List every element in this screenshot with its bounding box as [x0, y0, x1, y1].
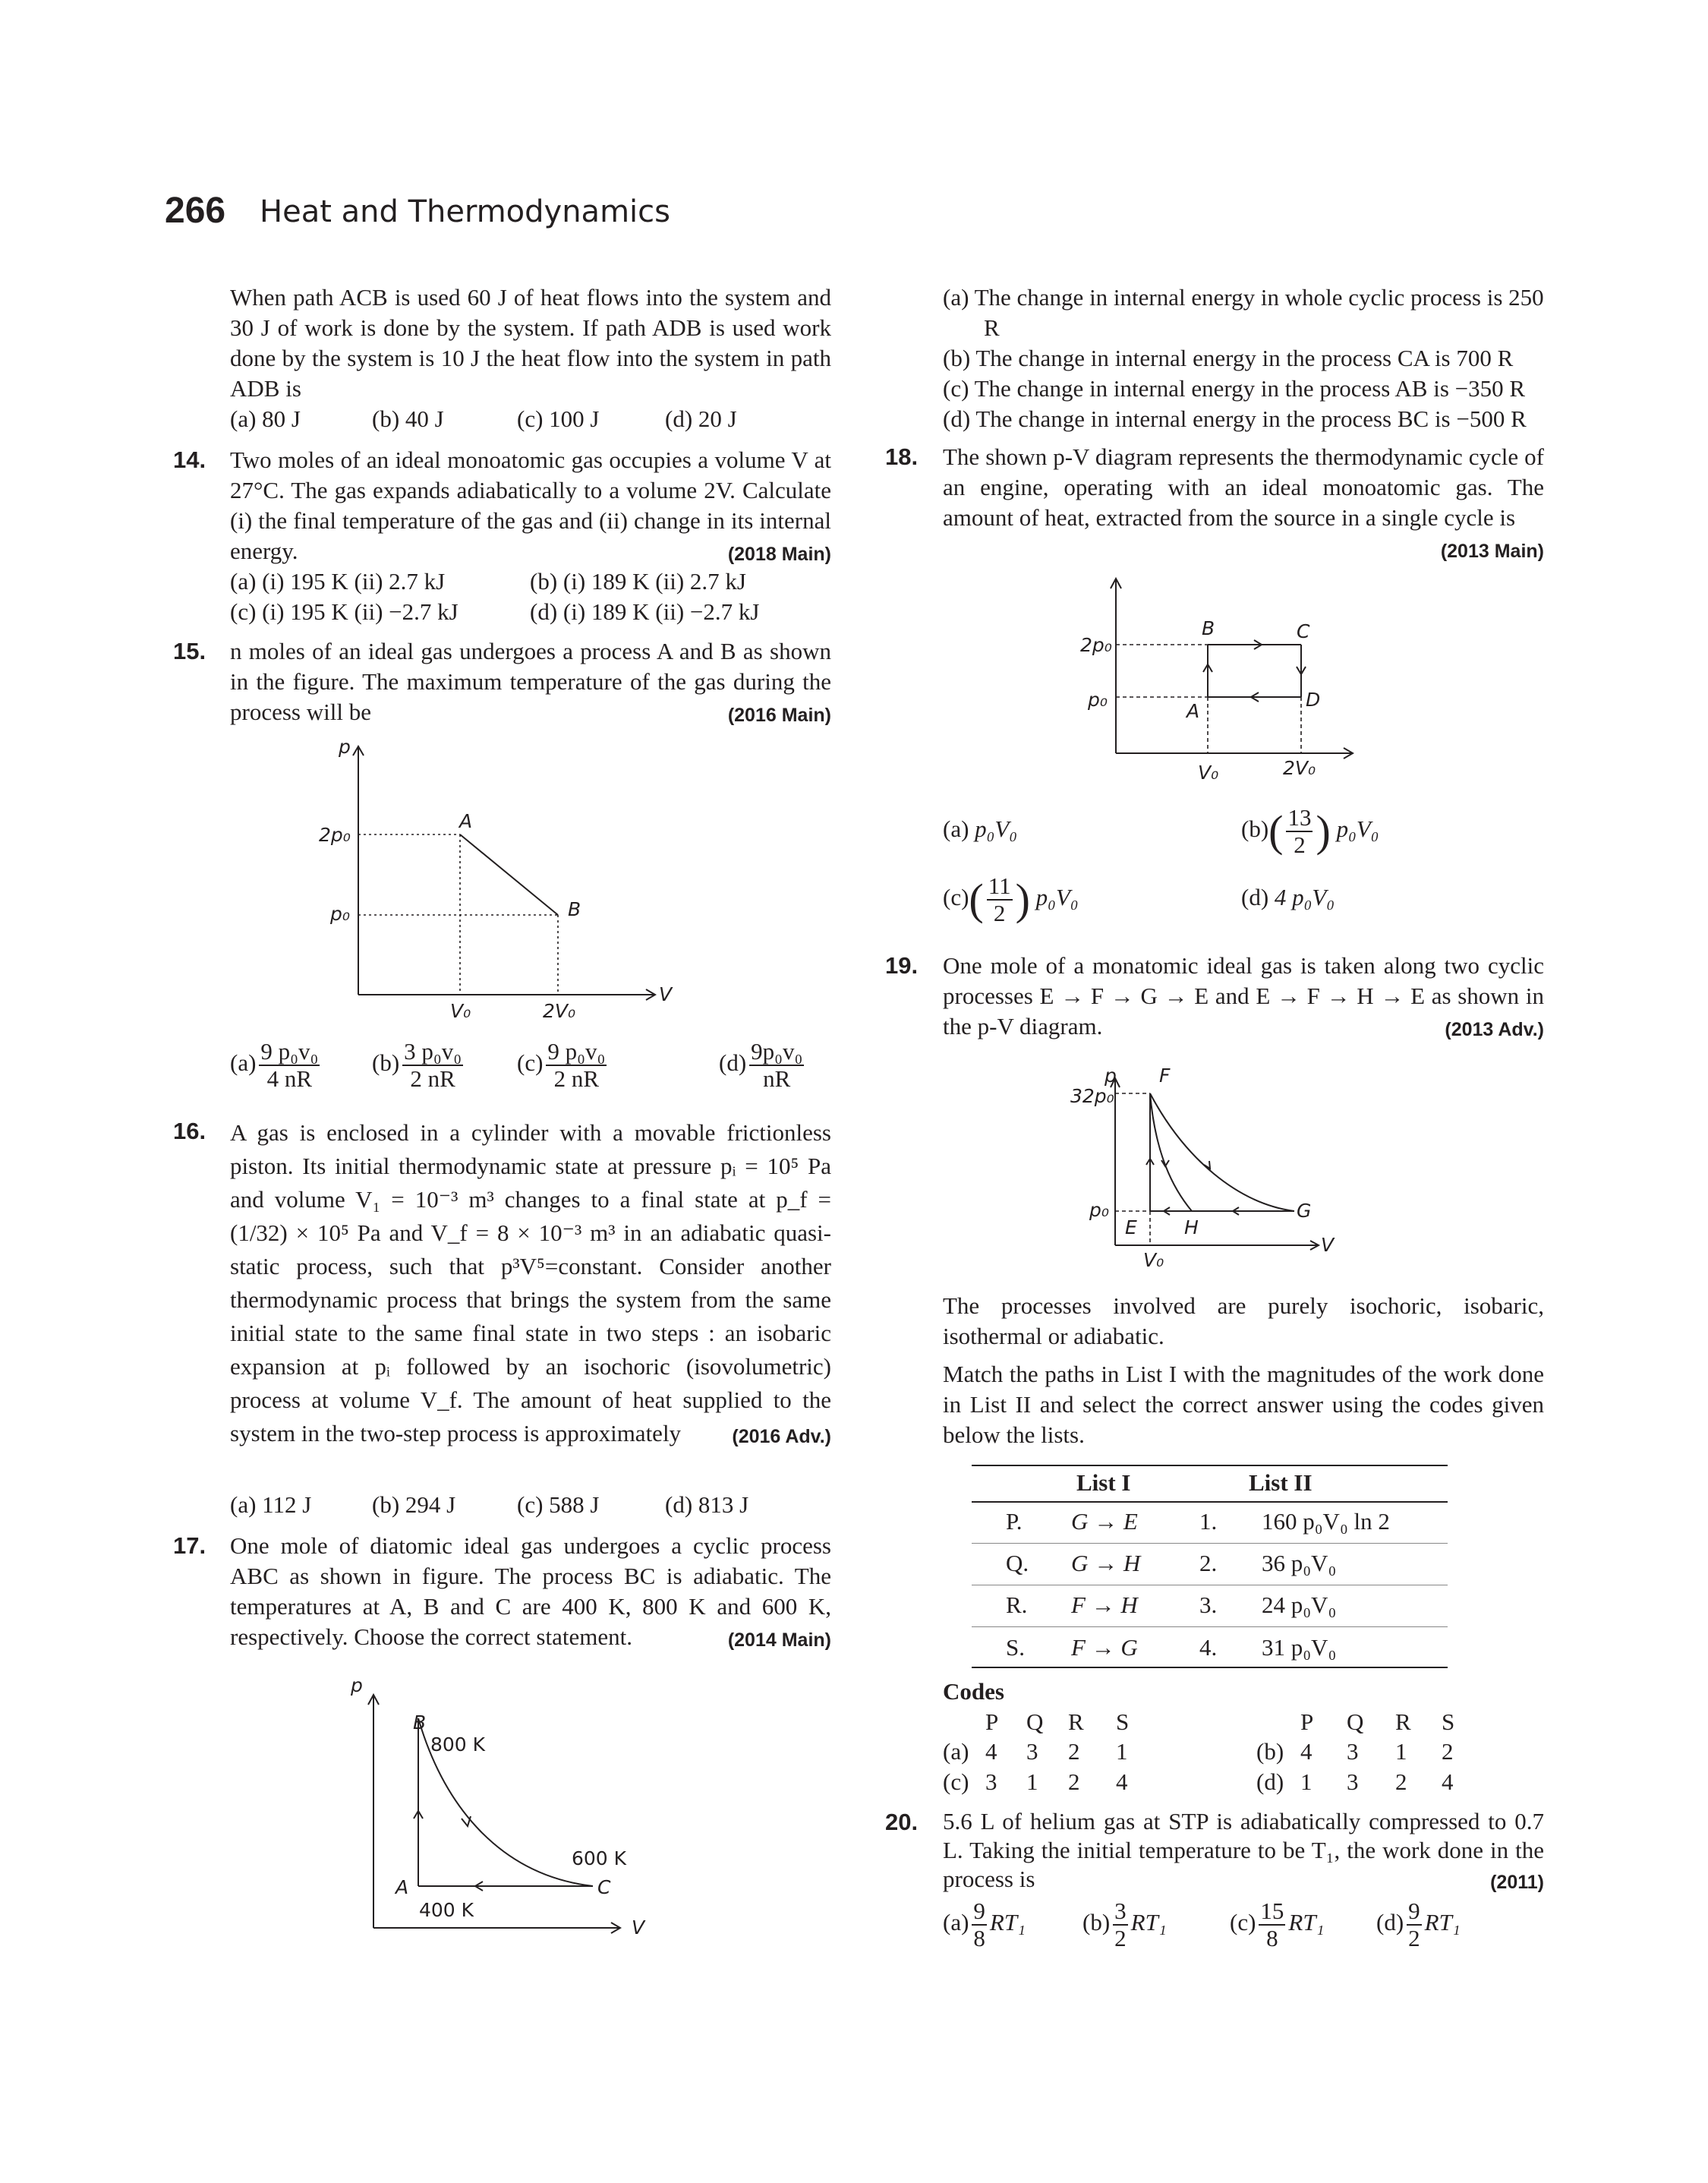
row-path: F → H	[1071, 1592, 1138, 1618]
list-1-header: List I	[1076, 1469, 1131, 1496]
q20-option-b: (b) $\frac{3}{2}$ RT₁	[1082, 1898, 1167, 1951]
process-fh	[1150, 1093, 1192, 1211]
codes-header: R	[1395, 1708, 1411, 1735]
q15-option-b: (b) $\frac{\text{3 p₀v₀}}{2 nR}$	[372, 1038, 462, 1092]
q15-year: (2016 Main)	[727, 705, 831, 726]
process-fg	[1150, 1093, 1294, 1211]
row-key: Q.	[1006, 1550, 1029, 1576]
row-value: 36 p₀V₀	[1262, 1550, 1337, 1576]
q15-text: n moles of an ideal gas undergoes a process A and B as shown in the figure. The maximum temperature of the gas during the process will be	[230, 638, 831, 725]
p0-label: p₀	[1088, 689, 1108, 711]
q13-text: When path ACB is used 60 J of heat flows into the system and 30 J of work is done by the system. If path ADB is used work done by the system is 10 J the heat flow into the system in path ADB is	[230, 284, 831, 402]
q19-number: 19.	[885, 952, 919, 979]
q15-option-c: (c) $\frac{\text{9 p₀v₀}}{2 nR}$	[517, 1038, 606, 1092]
page-number: 266	[165, 191, 226, 231]
code-value: 4	[985, 1738, 997, 1765]
q16-year: (2016 Adv.)	[732, 1426, 831, 1447]
q20-options	[0, 1898, 1708, 1959]
code-option-a: (a)	[943, 1738, 969, 1765]
v-axis-label: V	[659, 983, 673, 1005]
point-b-label: B	[568, 898, 581, 920]
code-value: 3	[1347, 1738, 1359, 1765]
p-axis-label: p	[351, 1674, 363, 1696]
q14-option-c: (c) (i) 195 K (ii) −2.7 kJ	[230, 598, 459, 625]
point-b-label: B	[413, 1711, 427, 1733]
point-g-label: G	[1297, 1200, 1312, 1222]
list-2-header: List II	[1249, 1469, 1313, 1496]
code-value: 1	[1116, 1738, 1128, 1765]
code-value: 3	[1026, 1738, 1038, 1765]
chapter-title: Heat and Thermodynamics	[260, 194, 670, 229]
q14-number: 14.	[173, 446, 206, 473]
code-value: 1	[1026, 1768, 1038, 1795]
v-axis-label: V	[1321, 1234, 1335, 1256]
temp-c-label: 600 K	[572, 1847, 627, 1869]
row-key: S.	[1006, 1634, 1025, 1661]
temp-a-label: 400 K	[419, 1899, 474, 1921]
32p0-label: 32p₀	[1070, 1085, 1114, 1107]
q20-option-d: (d) $\frac{9}{2}$ RT₁	[1376, 1898, 1461, 1951]
code-value: 1	[1395, 1738, 1407, 1765]
arrow-fg	[1204, 1161, 1210, 1169]
q13-option-d: (d) 20 J	[665, 405, 737, 432]
q13-option-a: (a) 80 J	[230, 405, 301, 432]
code-value: 2	[1068, 1768, 1080, 1795]
row-path: F → G	[1071, 1634, 1138, 1661]
q20-question	[943, 1807, 1544, 1897]
codes-header: R	[1068, 1708, 1084, 1735]
q17-text: One mole of diatomic ideal gas undergoes a cyclic process ABC as shown in figure. The process BC is adiabatic. The temperatures at A, B and C are 400 K, 800 K and 600 K, respectively. Choose the correct statement.	[230, 1532, 831, 1650]
row-num: 3.	[1199, 1592, 1218, 1618]
q15-option-d: (d) $\frac{\text{9p₀v₀}}{nR}$	[719, 1038, 803, 1092]
q16-option-a: (a) 112 J	[230, 1491, 312, 1518]
q14-option-d: (d) (i) 189 K (ii) −2.7 kJ	[530, 598, 760, 625]
v0-label: V₀	[1198, 762, 1219, 784]
q16-option-c: (c) 588 J	[517, 1491, 600, 1518]
p0-label: p₀	[330, 903, 350, 925]
two-p0-label: 2p₀	[319, 824, 351, 846]
v-axis-label: V	[632, 1916, 645, 1939]
q18-number: 18.	[885, 443, 919, 470]
row-value: 160 p₀V₀ ln 2	[1262, 1508, 1390, 1535]
two-p0-label: 2p₀	[1080, 634, 1112, 656]
q18-option-d: (d) 4 p₀V₀	[1241, 884, 1335, 910]
code-value: 4	[1442, 1768, 1454, 1795]
q13-option-c: (c) 100 J	[517, 405, 600, 432]
codes-header: Q	[1026, 1708, 1044, 1735]
q17-option-b: (b) The change in internal energy in the process CA is 700 R	[943, 345, 1514, 371]
q19-text: One mole of a monatomic ideal gas is taken along two cyclic processes E → F → G → E and E → F → H → E as shown in the p-V diagram.	[943, 952, 1544, 1039]
code-option-b: (b)	[1256, 1738, 1284, 1765]
q20-option-a: (a) $\frac{9}{8}$ RT₁	[943, 1898, 1026, 1951]
codes-header: P	[985, 1708, 999, 1735]
row-num: 4.	[1199, 1634, 1218, 1661]
p-axis-label: p	[1105, 1065, 1117, 1087]
row-key: P.	[1006, 1508, 1023, 1535]
code-value: 2	[1442, 1738, 1454, 1765]
q18-option-c: (c)( $\frac{11}{2}$ ) p₀V₀	[943, 872, 1079, 926]
two-v0-label: 2V₀	[1283, 757, 1316, 779]
codes-header: Q	[1347, 1708, 1364, 1735]
code-value: 3	[985, 1768, 997, 1795]
code-option-d: (d)	[1256, 1768, 1284, 1795]
q18-option-b: (b)( $\frac{13}{2}$ ) p₀V₀	[1241, 804, 1379, 858]
code-value: 2	[1068, 1738, 1080, 1765]
code-value: 1	[1300, 1768, 1313, 1795]
q20-text: 5.6 L of helium gas at STP is adiabatically compressed to 0.7 L. Taking the initial temperature to be T₁, the work done in the process is	[943, 1808, 1544, 1892]
q20-year: (2011)	[1490, 1872, 1544, 1893]
row-num: 2.	[1199, 1550, 1218, 1576]
codes-title: Codes	[943, 1678, 1004, 1705]
q15-number: 15.	[173, 638, 206, 664]
row-path: G → E	[1071, 1508, 1138, 1535]
point-b-label: B	[1202, 617, 1215, 639]
codes-header: S	[1442, 1708, 1455, 1735]
q16-text: A gas is enclosed in a cylinder with a movable frictionless piston. Its initial thermodynamic state at pressure pᵢ = 10⁵ Pa and volume V₁ = 10⁻³ m³ changes to a final state at p_f = (1/32) × 10⁵ Pa and V_f = 8 × 10⁻³ m³ in an adiabatic quasi-static process, such that p³V⁵=constant. Consider another thermodynamic process that brings the system from the same initial state to the same final state in two steps : an isobaric expansion at pᵢ followed by an isochoric (isovolumetric) process at volume V_f. The amount of heat supplied to the system in the two-step process is approximately	[230, 1119, 831, 1446]
q18-text: The shown p-V diagram represents the thermodynamic cycle of an engine, operating with an ideal monoatomic gas. The amount of heat, extracted from the source in a single cycle is	[943, 443, 1544, 531]
q19-text3: Match the paths in List I with the magnitudes of the work done in List II and select the correct answer using the codes given below the lists.	[943, 1361, 1544, 1448]
q18-year: (2013 Main)	[1440, 541, 1544, 562]
q15-option-a: (a) $\frac{\text{9 p₀v₀}}{4 nR}$	[230, 1038, 319, 1092]
point-a-label: A	[459, 810, 473, 832]
q20-option-c: (c) $\frac{15}{8}$ RT₁	[1230, 1898, 1325, 1951]
q20-number: 20.	[885, 1809, 919, 1835]
code-option-c: (c)	[943, 1768, 969, 1795]
point-c-label: C	[1297, 620, 1310, 642]
q16-option-b: (b) 294 J	[372, 1491, 456, 1518]
p-axis-label: p	[339, 736, 351, 758]
two-v0-label: 2V₀	[543, 1000, 576, 1022]
q14-option-b: (b) (i) 189 K (ii) 2.7 kJ	[530, 568, 746, 595]
code-value: 4	[1300, 1738, 1313, 1765]
v0-label: V₀	[1143, 1249, 1164, 1271]
codes-header: S	[1116, 1708, 1130, 1735]
q17-year: (2014 Main)	[727, 1629, 831, 1651]
row-num: 1.	[1199, 1508, 1218, 1535]
p0-label: p₀	[1089, 1199, 1109, 1221]
row-key: R.	[1006, 1592, 1028, 1618]
code-value: 3	[1347, 1768, 1359, 1795]
codes-header: P	[1300, 1708, 1314, 1735]
q17-number: 17.	[173, 1532, 206, 1559]
point-c-label: C	[597, 1876, 611, 1898]
q17-option-d: (d) The change in internal energy in the process BC is −500 R	[943, 405, 1527, 432]
q14-option-a: (a) (i) 195 K (ii) 2.7 kJ	[230, 568, 446, 595]
point-a-label: A	[1186, 700, 1200, 722]
v0-label: V₀	[450, 1000, 471, 1022]
q16-option-d: (d) 813 J	[665, 1491, 749, 1518]
q16-number: 16.	[173, 1118, 206, 1144]
point-a-label: A	[395, 1876, 409, 1898]
q17-option-c: (c) The change in internal energy in the process AB is −350 R	[943, 375, 1526, 402]
temp-b-label: 800 K	[430, 1733, 486, 1756]
row-path: G → H	[1071, 1550, 1141, 1576]
point-d-label: D	[1306, 689, 1321, 711]
point-h-label: H	[1184, 1216, 1199, 1238]
code-value: 4	[1116, 1768, 1128, 1795]
q14-year: (2018 Main)	[727, 544, 831, 565]
row-value: 31 p₀V₀	[1262, 1634, 1337, 1661]
point-f-label: F	[1159, 1065, 1171, 1087]
q13-option-b: (b) 40 J	[372, 405, 444, 432]
q18-option-a: (a) p₀V₀	[943, 815, 1018, 842]
q19-text2: The processes involved are purely isochoric, isobaric, isothermal or adiabatic.	[943, 1292, 1544, 1349]
q17-option-a: (a) The change in internal energy in whole cyclic process is 250 R	[943, 284, 1544, 341]
q14-text: Two moles of an ideal monoatomic gas occupies a volume V at 27°C. The gas expands adiabatically to a volume 2V. Calculate (i) the final temperature of the gas and (ii) change in its internal energy.	[230, 446, 831, 564]
code-value: 2	[1395, 1768, 1407, 1795]
point-e-label: E	[1125, 1216, 1137, 1238]
q19-year: (2013 Adv.)	[1445, 1019, 1544, 1040]
row-value: 24 p₀V₀	[1262, 1592, 1337, 1618]
